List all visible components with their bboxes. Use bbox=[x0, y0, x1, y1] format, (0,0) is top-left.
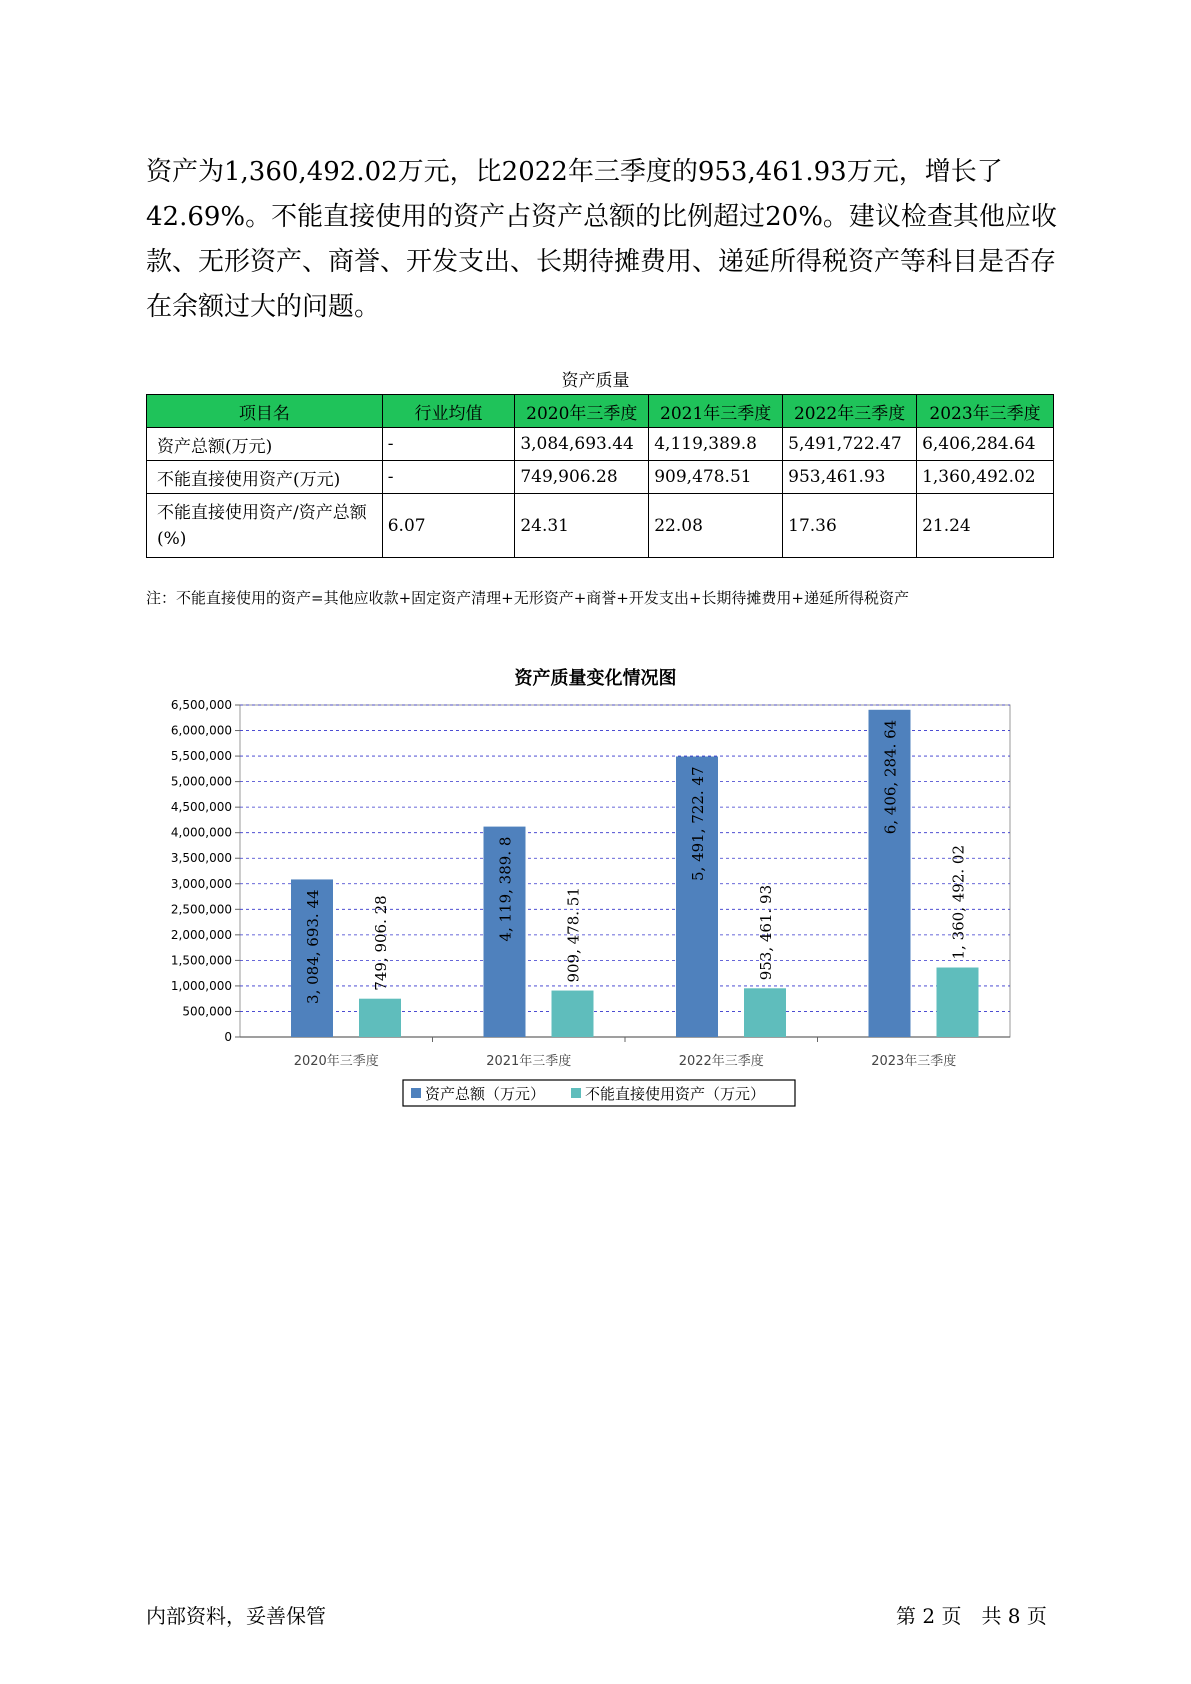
legend-swatch bbox=[571, 1088, 581, 1098]
bar-unusable-assets bbox=[937, 968, 979, 1037]
y-tick-label: 4,500,000 bbox=[170, 800, 232, 815]
legend-label: 资产总额（万元） bbox=[425, 1085, 546, 1103]
table-cell: 909,478.51 bbox=[649, 461, 783, 494]
y-tick-label: 3,500,000 bbox=[170, 851, 232, 866]
data-label: 3, 084, 693. 44 bbox=[304, 889, 322, 1004]
bar-unusable-assets bbox=[359, 999, 401, 1037]
y-tick-label: 6,500,000 bbox=[170, 698, 232, 712]
y-tick-label: 5,500,000 bbox=[170, 749, 232, 764]
table-cell: - bbox=[382, 428, 515, 461]
footer-page-number: 第 2 页 共 8 页 bbox=[896, 1604, 1047, 1628]
header-cell: 2020年三季度 bbox=[515, 395, 649, 428]
table-cell: 953,461.93 bbox=[783, 461, 917, 494]
data-label: 1, 360, 492. 02 bbox=[949, 845, 968, 960]
y-tick-label: 3,000,000 bbox=[170, 876, 232, 891]
table-cell: 不能直接使用资产(万元) bbox=[147, 461, 383, 494]
header-cell: 2023年三季度 bbox=[917, 395, 1054, 428]
bar-unusable-assets bbox=[552, 991, 594, 1037]
chart-title: 资产质量变化情况图 bbox=[514, 668, 677, 689]
header-cell: 2022年三季度 bbox=[783, 395, 917, 428]
header-cell: 项目名 bbox=[147, 395, 383, 428]
table-cell: 1,360,492.02 bbox=[917, 461, 1054, 494]
x-tick-label: 2022年三季度 bbox=[678, 1054, 764, 1069]
y-tick-label: 1,000,000 bbox=[170, 978, 232, 993]
x-tick-label: 2023年三季度 bbox=[871, 1054, 957, 1069]
data-label: 4, 119, 389. 8 bbox=[496, 836, 515, 942]
data-label: 953, 461. 93 bbox=[757, 884, 775, 981]
table-cell: 3,084,693.44 bbox=[515, 428, 649, 461]
table-cell: 6,406,284.64 bbox=[917, 428, 1054, 461]
y-tick-label: 4,000,000 bbox=[170, 825, 232, 840]
footer-left: 内部资料，妥善保管 bbox=[146, 1604, 326, 1628]
data-label: 6, 406, 284. 64 bbox=[881, 719, 900, 835]
y-tick-label: 1,500,000 bbox=[170, 953, 232, 968]
legend-label: 不能直接使用资产（万元） bbox=[585, 1085, 766, 1103]
legend-swatch bbox=[411, 1088, 421, 1098]
table-cell: 4,119,389.8 bbox=[649, 428, 783, 461]
table-cell: 21.24 bbox=[917, 494, 1054, 558]
bar-unusable-assets bbox=[744, 988, 786, 1037]
table-caption: 资产质量 bbox=[561, 371, 630, 391]
data-label: 5, 491, 722. 47 bbox=[689, 766, 707, 881]
y-tick-label: 5,000,000 bbox=[170, 774, 232, 789]
table-cell: 资产总额(万元) bbox=[147, 428, 383, 461]
data-label: 749, 906. 28 bbox=[372, 895, 390, 991]
table-cell: 22.08 bbox=[649, 494, 783, 558]
body-paragraph: 资产为1,360,492.02万元，比2022年三季度的953,461.93万元，增长了42.69%。不能直接使用的资产占资产总额的比例超过20%。建议检查其他应收款、无形资产、商誉、开发支出、长期待摊费用、递延所得税资产等科目是否存在余额过大的问题。 bbox=[146, 157, 1057, 322]
table-cell: 不能直接使用资产/资产总额(%) bbox=[147, 494, 383, 558]
table-cell: 17.36 bbox=[783, 494, 917, 558]
x-tick-label: 2020年三季度 bbox=[293, 1054, 379, 1069]
table-cell: - bbox=[382, 461, 515, 494]
table-cell: 5,491,722.47 bbox=[783, 428, 917, 461]
table-cell: 6.07 bbox=[382, 494, 515, 558]
table-note: 注：不能直接使用的资产=其他应收款+固定资产清理+无形资产+商誉+开发支出+长期待摊费用+递延所得税资产 bbox=[146, 589, 909, 607]
y-tick-label: 2,000,000 bbox=[170, 927, 232, 942]
y-tick-label: 0 bbox=[224, 1030, 232, 1044]
header-cell: 行业均值 bbox=[382, 395, 515, 428]
y-tick-label: 500,000 bbox=[182, 1004, 232, 1019]
header-cell: 2021年三季度 bbox=[649, 395, 783, 428]
x-tick-label: 2021年三季度 bbox=[486, 1054, 572, 1069]
data-label: 909, 478. 51 bbox=[564, 887, 583, 983]
y-tick-label: 6,000,000 bbox=[170, 723, 232, 738]
y-tick-label: 2,500,000 bbox=[170, 902, 232, 917]
table-cell: 24.31 bbox=[515, 494, 649, 558]
table-cell: 749,906.28 bbox=[515, 461, 649, 494]
